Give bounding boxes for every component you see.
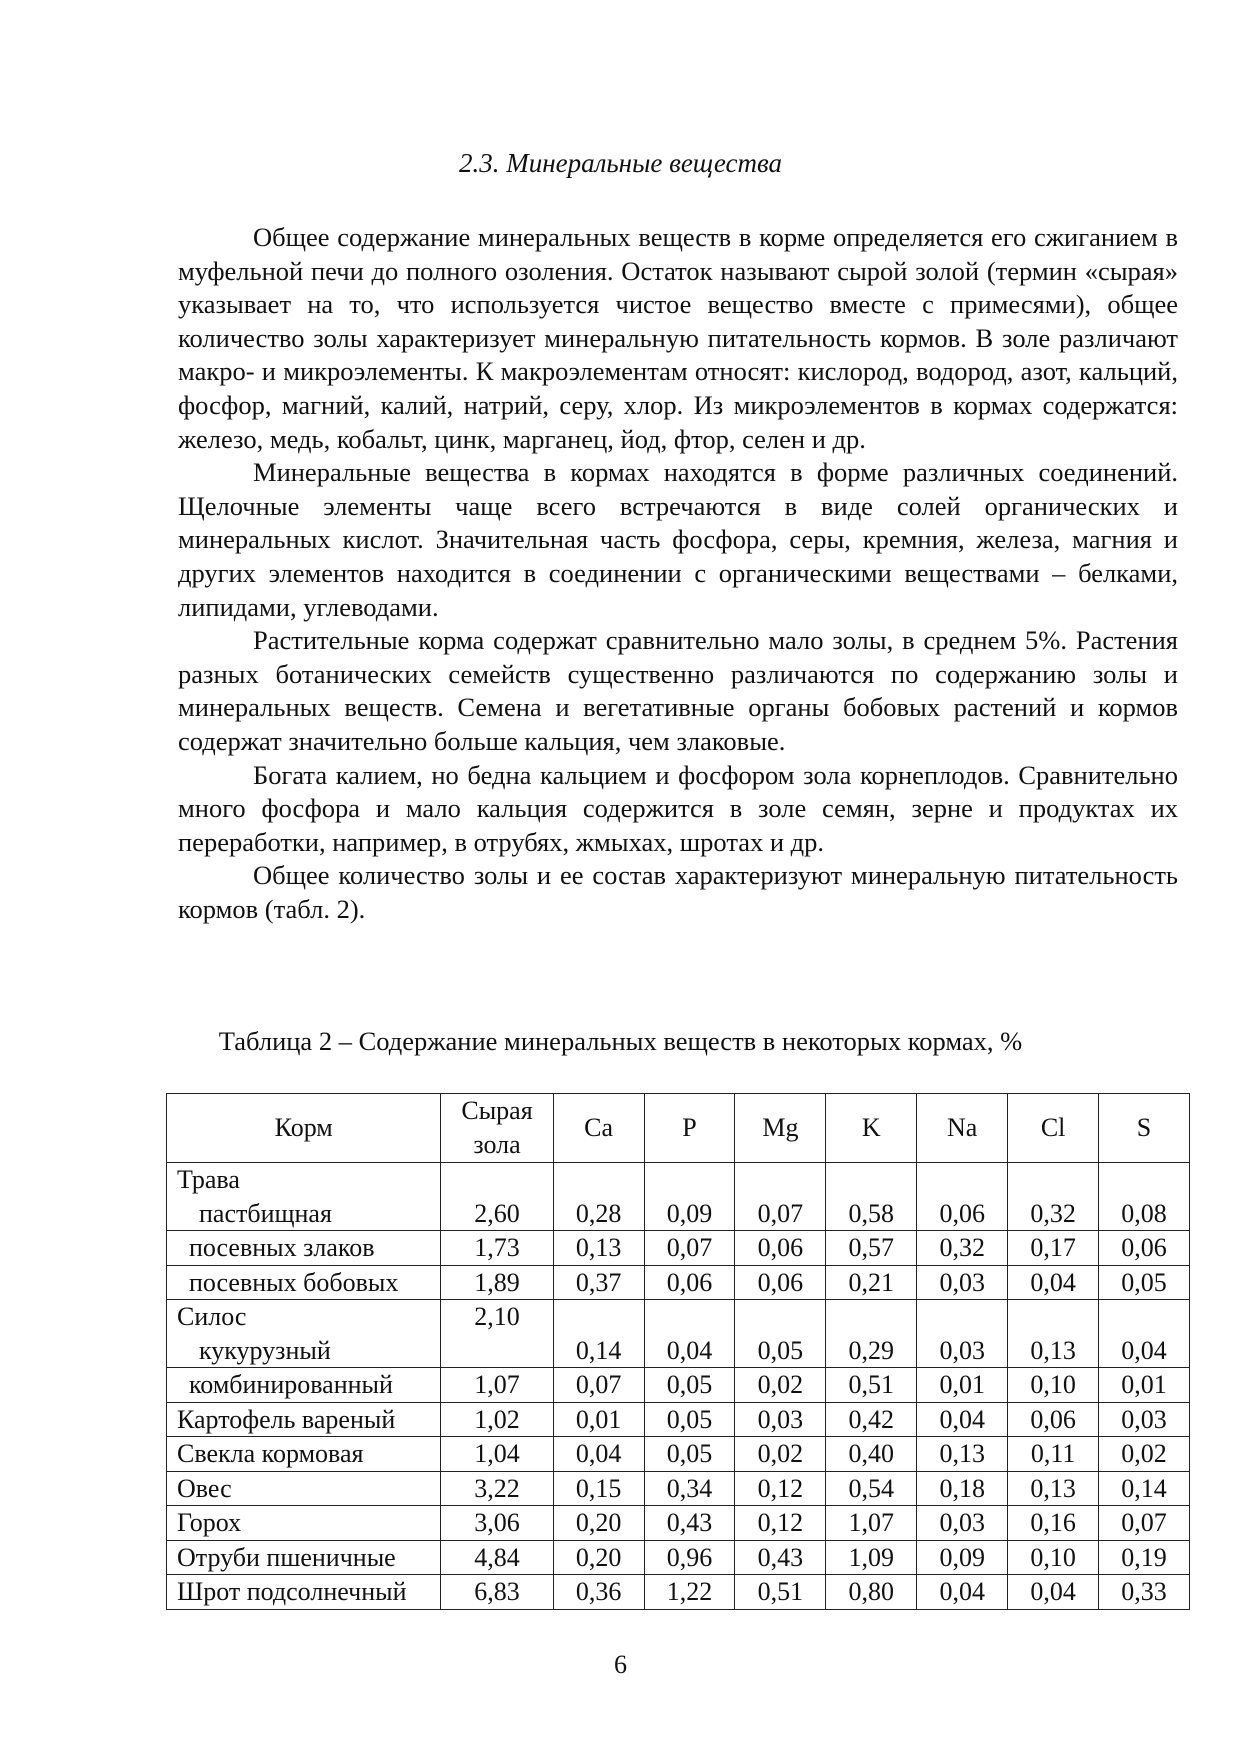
cell-ash: 2,60 (441, 1163, 553, 1231)
cell-k: 0,42 (826, 1402, 917, 1437)
cell-ash: 4,84 (441, 1540, 553, 1575)
header-mg: Mg (735, 1094, 826, 1163)
cell-p: 0,43 (644, 1506, 735, 1541)
cell-ash: 1,02 (441, 1402, 553, 1437)
cell-na: 0,09 (917, 1540, 1008, 1575)
page-number: 6 (614, 1650, 627, 1679)
cell-p: 0,05 (644, 1402, 735, 1437)
cell-ash: 2,10 (441, 1300, 553, 1368)
cell-ca: 0,04 (553, 1437, 644, 1472)
row-name: комбинированный (167, 1368, 441, 1403)
cell-mg: 0,06 (735, 1265, 826, 1300)
header-ash (441, 1094, 553, 1163)
cell-s: 0,01 (1099, 1368, 1190, 1403)
cell-ca: 0,07 (553, 1368, 644, 1403)
row-name (167, 1300, 441, 1368)
cell-mg: 0,02 (735, 1437, 826, 1472)
cell-na: 0,04 (917, 1575, 1008, 1610)
table-row (167, 1506, 1190, 1541)
cell-ca: 0,01 (553, 1402, 644, 1437)
minerals-table (166, 1093, 1190, 1610)
cell-s: 0,03 (1099, 1402, 1190, 1437)
cell-na: 0,06 (917, 1163, 1008, 1231)
cell-k: 0,58 (826, 1163, 917, 1231)
cell-cl: 0,16 (1008, 1506, 1099, 1541)
table-caption: Таблица 2 – Содержание минеральных веществ в некоторых кормах, % (218, 1026, 1023, 1056)
cell-k: 0,21 (826, 1265, 917, 1300)
cell-k: 0,80 (826, 1575, 917, 1610)
header-na: Na (917, 1094, 1008, 1163)
cell-p: 0,05 (644, 1437, 735, 1472)
cell-k: 0,54 (826, 1471, 917, 1506)
table-row (167, 1163, 1190, 1231)
cell-cl: 0,32 (1008, 1163, 1099, 1231)
header-ash-line2: зола (473, 1130, 521, 1159)
cell-na: 0,03 (917, 1300, 1008, 1368)
table-row (167, 1437, 1190, 1472)
cell-ash: 3,22 (441, 1471, 553, 1506)
cell-p: 0,07 (644, 1231, 735, 1266)
cell-mg: 0,12 (735, 1471, 826, 1506)
paragraph-2: Минеральные вещества в кормах находятся в форме различных соединений. Щелочные элементы чаще всего встречаются в виде солей органических и минеральных кислот. Значительная часть фосфора, серы, кремния, железа, магния и других элементов находится в соединении с органическими веществами – белками, липидами, углеводами. (178, 457, 1178, 622)
cell-s: 0,06 (1099, 1231, 1190, 1266)
cell-s: 0,08 (1099, 1163, 1190, 1231)
cell-ca: 0,37 (553, 1265, 644, 1300)
subgroup-label: пастбищная (199, 1198, 332, 1228)
header-ca: Ca (553, 1094, 644, 1163)
cell-k: 0,51 (826, 1368, 917, 1403)
cell-na: 0,18 (917, 1471, 1008, 1506)
cell-cl: 0,10 (1008, 1540, 1099, 1575)
section-title: 2.3. Минеральные вещества (459, 148, 782, 178)
row-name: Свекла кормовая (167, 1437, 441, 1472)
cell-ca: 0,36 (553, 1575, 644, 1610)
cell-s: 0,07 (1099, 1506, 1190, 1541)
header-k: K (826, 1094, 917, 1163)
cell-mg: 0,06 (735, 1231, 826, 1266)
paragraph-5: Общее количество золы и ее состав характеризуют минеральную питательность кормов (табл. 2). (178, 860, 1178, 924)
paragraph-1: Общее содержание минеральных веществ в корме определяется его сжиганием в муфельной печи до полного озоления. Остаток называют сырой золой (термин «сырая» указывает на то, что используется чистое вещество вместе с примесями), общее количество золы характеризует минеральную питательность кормов. В золе различают макро- и микроэлементы. К макроэлементам относят: кислород, водород, азот, кальций, фосфор, магний, калий, натрий, серу, хлор. Из микроэлементов в кормах содержатся: железо, медь, кобальт, цинк, марганец, йод, фтор, селен и др. (178, 222, 1178, 454)
cell-s: 0,14 (1099, 1471, 1190, 1506)
cell-cl: 0,04 (1008, 1575, 1099, 1610)
header-feed: Корм (167, 1094, 441, 1163)
body-text (178, 221, 1178, 926)
cell-na: 0,13 (917, 1437, 1008, 1472)
cell-k: 0,57 (826, 1231, 917, 1266)
cell-k: 0,29 (826, 1300, 917, 1368)
cell-s: 0,19 (1099, 1540, 1190, 1575)
cell-cl: 0,10 (1008, 1368, 1099, 1403)
cell-na: 0,04 (917, 1402, 1008, 1437)
table-row (167, 1471, 1190, 1506)
cell-na: 0,03 (917, 1265, 1008, 1300)
cell-s: 0,05 (1099, 1265, 1190, 1300)
table-row (167, 1300, 1190, 1368)
cell-ash: 1,04 (441, 1437, 553, 1472)
cell-cl: 0,17 (1008, 1231, 1099, 1266)
cell-p: 0,04 (644, 1300, 735, 1368)
cell-na: 0,01 (917, 1368, 1008, 1403)
cell-ca: 0,20 (553, 1506, 644, 1541)
row-name: Горох (167, 1506, 441, 1541)
cell-mg: 0,51 (735, 1575, 826, 1610)
cell-ca: 0,28 (553, 1163, 644, 1231)
cell-na: 0,03 (917, 1506, 1008, 1541)
table-header-row (167, 1094, 1190, 1163)
paragraph-4: Богата калием, но бедна кальцием и фосфором зола корнеплодов. Сравнительно много фосфора и мало кальция содержится в золе семян, зерне и продуктах их переработки, например, в отрубях, жмыхах, шротах и др. (178, 759, 1178, 857)
header-cl: Cl (1008, 1094, 1099, 1163)
row-name (167, 1163, 441, 1231)
cell-k: 1,09 (826, 1540, 917, 1575)
paragraph-3: Растительные корма содержат сравнительно мало золы, в среднем 5%. Растения разных ботанических семейств существенно различаются по содержанию золы и минеральных веществ. Семена и вегетативные органы бобовых растений и кормов содержат значительно больше кальция, чем злаковые. (178, 625, 1178, 756)
cell-ca: 0,15 (553, 1471, 644, 1506)
cell-na: 0,32 (917, 1231, 1008, 1266)
cell-mg: 0,07 (735, 1163, 826, 1231)
header-ash-line1: Сырая (461, 1096, 533, 1125)
row-name: посевных бобовых (167, 1265, 441, 1300)
cell-ca: 0,14 (553, 1300, 644, 1368)
table-row (167, 1368, 1190, 1403)
cell-mg: 0,03 (735, 1402, 826, 1437)
cell-ash: 6,83 (441, 1575, 553, 1610)
cell-p: 1,22 (644, 1575, 735, 1610)
cell-s: 0,33 (1099, 1575, 1190, 1610)
header-p: P (644, 1094, 735, 1163)
table-row (167, 1540, 1190, 1575)
cell-mg: 0,05 (735, 1300, 826, 1368)
cell-ash: 1,89 (441, 1265, 553, 1300)
group-label: Трава (177, 1165, 240, 1194)
cell-k: 0,40 (826, 1437, 917, 1472)
cell-ca: 0,20 (553, 1540, 644, 1575)
table-row (167, 1265, 1190, 1300)
cell-mg: 0,12 (735, 1506, 826, 1541)
cell-cl: 0,04 (1008, 1265, 1099, 1300)
row-name: Овес (167, 1471, 441, 1506)
cell-mg: 0,43 (735, 1540, 826, 1575)
cell-cl: 0,13 (1008, 1300, 1099, 1368)
cell-s: 0,02 (1099, 1437, 1190, 1472)
cell-cl: 0,06 (1008, 1402, 1099, 1437)
cell-mg: 0,02 (735, 1368, 826, 1403)
group-label: Силос (177, 1302, 247, 1331)
cell-ca: 0,13 (553, 1231, 644, 1266)
cell-p: 0,05 (644, 1368, 735, 1403)
subgroup-label: кукурузный (199, 1335, 331, 1365)
table-row (167, 1231, 1190, 1266)
row-name: посевных злаков (167, 1231, 441, 1266)
cell-p: 0,96 (644, 1540, 735, 1575)
cell-cl: 0,13 (1008, 1471, 1099, 1506)
row-name: Шрот подсолнечный (167, 1575, 441, 1610)
row-name: Картофель вареный (167, 1402, 441, 1437)
row-name: Отруби пшеничные (167, 1540, 441, 1575)
cell-k: 1,07 (826, 1506, 917, 1541)
cell-ash: 1,73 (441, 1231, 553, 1266)
cell-p: 0,34 (644, 1471, 735, 1506)
table-row (167, 1575, 1190, 1610)
table-row (167, 1402, 1190, 1437)
cell-ash: 3,06 (441, 1506, 553, 1541)
header-s: S (1099, 1094, 1190, 1163)
cell-p: 0,06 (644, 1265, 735, 1300)
cell-cl: 0,11 (1008, 1437, 1099, 1472)
cell-s: 0,04 (1099, 1300, 1190, 1368)
cell-p: 0,09 (644, 1163, 735, 1231)
cell-ash: 1,07 (441, 1368, 553, 1403)
